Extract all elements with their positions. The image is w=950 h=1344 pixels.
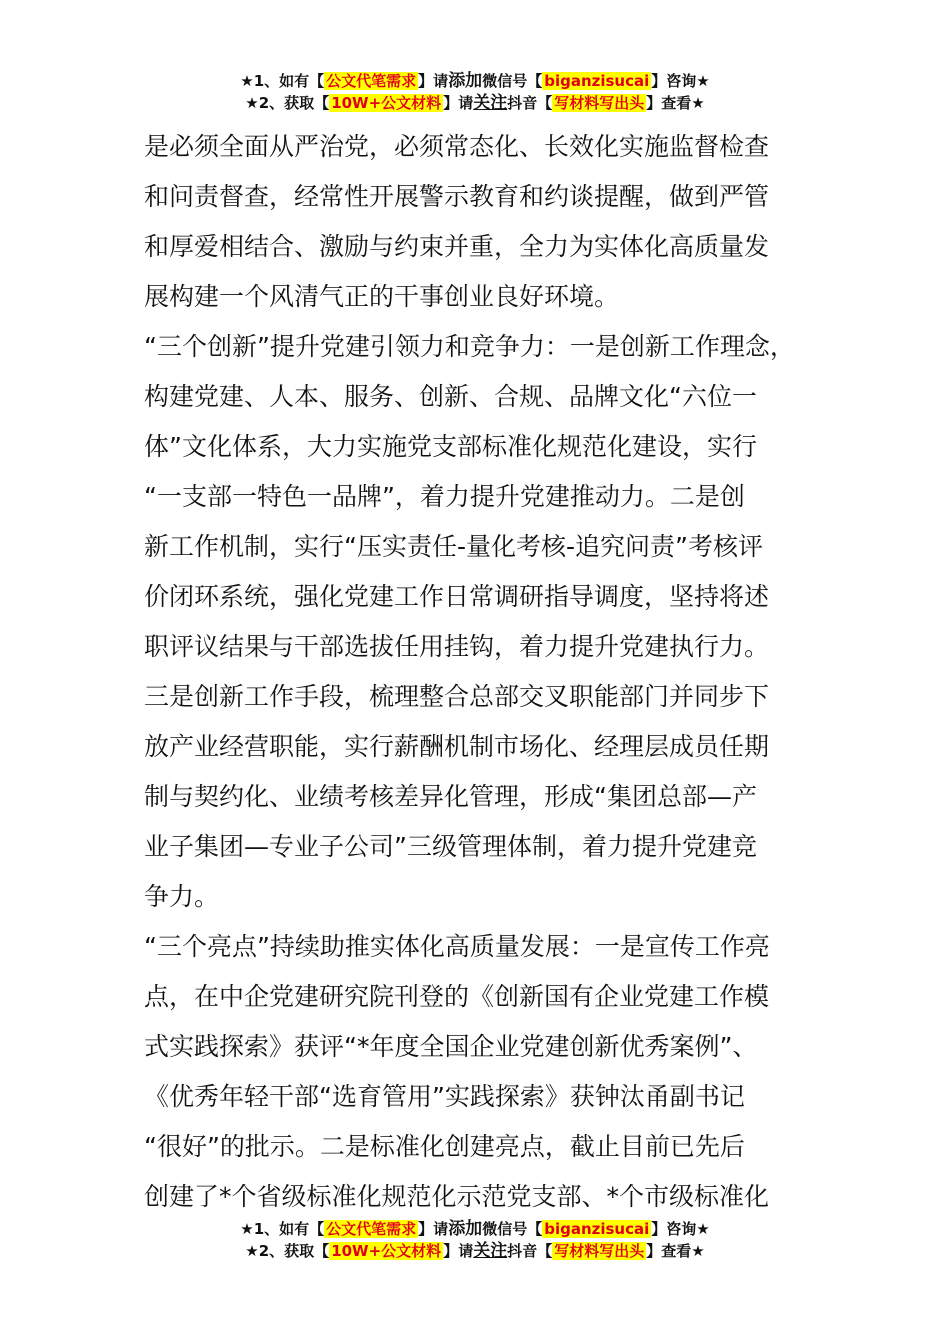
header-banner xyxy=(0,70,950,114)
banner-highlight: 写材料写出头 xyxy=(554,94,645,112)
banner-highlight: biganzisucai xyxy=(544,72,650,90)
body-line: 创建了*个省级标准化规范化示范党支部、*个市级标准化 xyxy=(144,1182,770,1211)
banner-text: 】查看★ xyxy=(646,1242,705,1260)
document-body xyxy=(144,122,816,1222)
banner-text: 】咨询★ xyxy=(651,72,710,90)
body-line: 职评议结果与干部选拔任用挂钩，着力提升党建执行力。 xyxy=(144,632,770,661)
body-line: 新工作机制，实行“压实责任-量化考核-追究问责”考核评 xyxy=(144,532,763,561)
banner-highlight: 写材料写出头 xyxy=(554,1242,645,1260)
banner-text: ★2、获取【 xyxy=(245,1242,330,1260)
banner-text: 】请 xyxy=(418,1220,449,1238)
banner-text: 微信号【 xyxy=(482,72,543,90)
body-line: 和问责督查，经常性开展警示教育和约谈提醒，做到严管 xyxy=(144,182,770,211)
banner-text: 抖音【 xyxy=(507,94,553,112)
banner-text: 】咨询★ xyxy=(651,1220,710,1238)
banner-highlight: 10W+公文材料 xyxy=(331,94,442,112)
body-line: 和厚爱相结合、激励与约束并重，全力为实体化高质量发 xyxy=(144,232,770,261)
body-line: 三是创新工作手段，梳理整合总部交叉职能部门并同步下 xyxy=(144,682,770,711)
banner-text: ★1、如有【 xyxy=(240,72,325,90)
banner-text: 抖音【 xyxy=(507,1242,553,1260)
banner-text: 】请 xyxy=(418,72,449,90)
banner-highlight: biganzisucai xyxy=(544,1220,650,1238)
banner-line-2 xyxy=(0,92,950,114)
banner-line-1 xyxy=(0,70,950,92)
body-line: 体”文化体系，大力实施党支部标准化规范化建设，实行 xyxy=(144,432,757,461)
body-line: “一支部一特色一品牌”，着力提升党建推动力。二是创 xyxy=(144,482,745,511)
body-line: “三个亮点”持续助推实体化高质量发展：一是宣传工作亮 xyxy=(144,932,770,961)
banner-emphasis: 关注 xyxy=(473,93,508,113)
footer-banner xyxy=(0,1218,950,1262)
body-line: 《优秀年轻干部“选育管用”实践探索》获钟汰甬副书记 xyxy=(144,1082,745,1111)
banner-highlight: 10W+公文材料 xyxy=(331,1242,442,1260)
banner-text: 】请 xyxy=(443,1242,474,1260)
body-line: 构建党建、人本、服务、创新、合规、品牌文化“六位一 xyxy=(144,382,757,411)
body-line: 争力。 xyxy=(144,882,220,911)
body-line: 点，在中企党建研究院刊登的《创新国有企业党建工作模 xyxy=(144,982,770,1011)
body-line: 制与契约化、业绩考核差异化管理，形成“集团总部—产 xyxy=(144,782,757,811)
banner-highlight: 公文代笔需求 xyxy=(326,1220,417,1238)
body-line: “很好”的批示。二是标准化创建亮点，截止目前已先后 xyxy=(144,1132,745,1161)
banner-line-1 xyxy=(0,1218,950,1240)
body-line: 式实践探索》获评“*年度全国企业党建创新优秀案例”、 xyxy=(144,1032,758,1061)
banner-emphasis: 添加 xyxy=(448,71,483,91)
banner-text: 】查看★ xyxy=(646,94,705,112)
banner-text: ★2、获取【 xyxy=(245,94,330,112)
banner-text: 】请 xyxy=(443,94,474,112)
banner-highlight: 公文代笔需求 xyxy=(326,72,417,90)
body-line: 价闭环系统，强化党建工作日常调研指导调度，坚持将述 xyxy=(144,582,770,611)
body-line: “三个创新”提升党建引领力和竞争力：一是创新工作理念， xyxy=(144,332,795,361)
banner-line-2 xyxy=(0,1240,950,1262)
body-line: 是必须全面从严治党，必须常态化、长效化实施监督检查 xyxy=(144,132,770,161)
body-line: 放产业经营职能，实行薪酬机制市场化、经理层成员任期 xyxy=(144,732,770,761)
body-line: 业子集团—专业子公司”三级管理体制，着力提升党建竞 xyxy=(144,832,757,861)
banner-text: 微信号【 xyxy=(482,1220,543,1238)
banner-emphasis: 添加 xyxy=(448,1219,483,1239)
banner-text: ★1、如有【 xyxy=(240,1220,325,1238)
body-line: 展构建一个风清气正的干事创业良好环境。 xyxy=(144,282,620,311)
banner-emphasis: 关注 xyxy=(473,1241,508,1261)
